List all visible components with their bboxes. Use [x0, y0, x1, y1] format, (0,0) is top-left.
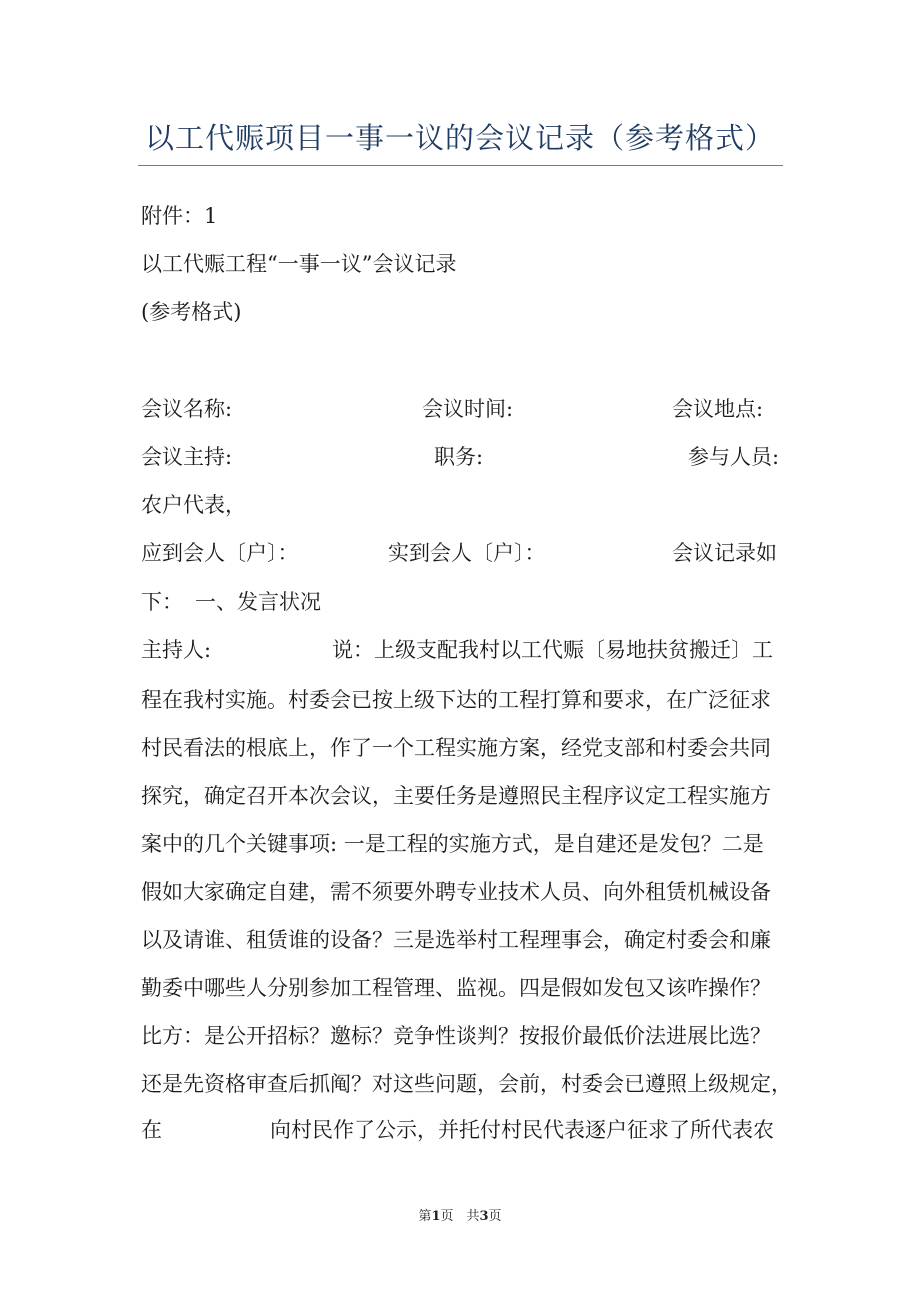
- attachment-label: 附件：1: [141, 204, 218, 228]
- page-current-number: 1: [431, 1209, 441, 1224]
- body-line-7: 以及请谁、租赁谁的设备？三是选举村工程理事会，确定村委会和廉: [141, 928, 771, 952]
- body-line-6: 假如大家确定自建，需不须要外聘专业技术人员、向外租赁机械设备: [141, 880, 771, 904]
- page-total-number: 3: [479, 1209, 489, 1224]
- expected-attendance-label: 应到会人〔户〕：: [141, 541, 299, 565]
- meeting-name-label: 会议名称:: [141, 397, 233, 421]
- position-label: 职务:: [434, 445, 484, 469]
- body-line-8: 勤委中哪些人分别参加工程管理、监视。四是假如发包又该咋操作？: [141, 976, 771, 1000]
- host-speaker-label: 主持人:: [141, 638, 212, 662]
- body-line-10: 还是先资格审查后抓阄？对这些问题，会前，村委会已遵照上级规定，: [141, 1072, 792, 1096]
- section-one-heading: 一、发言状况: [195, 590, 321, 614]
- body-line-2: 程在我村实施。村委会已按上级下达的工程打算和要求，在广泛征求: [141, 688, 771, 712]
- participants-label: 参与人员:: [688, 445, 780, 469]
- meeting-place-label: 会议地点:: [672, 397, 764, 421]
- body-line-4: 探究，确定召开本次会议，主要任务是遵照民主程序议定工程实施方: [141, 784, 771, 808]
- page-footer: [0, 1205, 920, 1224]
- format-note: (参考格式): [141, 300, 242, 324]
- record-intro-continuation: 下：: [141, 590, 183, 614]
- body-line-11: 向村民作了公示，并托付村民代表逐户征求了所代表农: [270, 1118, 774, 1142]
- page-suffix: 页: [488, 1209, 502, 1224]
- body-line-11-start: 在: [141, 1118, 162, 1142]
- meeting-host-label: 会议主持:: [141, 445, 233, 469]
- body-line-5: 案中的几个关键事项: 一是工程的实施方式，是自建还是发包？二是: [141, 832, 764, 856]
- page-mid: 页 共: [440, 1209, 480, 1224]
- body-line-9: 比方：是公开招标？邀标？竞争性谈判？按报价最低价法进展比选？: [141, 1024, 771, 1048]
- document-subtitle: 以工代赈工程“一事一议”会议记录: [141, 252, 457, 276]
- actual-attendance-label: 实到会人〔户〕：: [388, 541, 546, 565]
- farmer-representative-label: 农户代表，: [141, 493, 246, 517]
- record-intro-label: 会议记录如: [672, 541, 777, 565]
- body-line-3: 村民看法的根底上，作了一个工程实施方案，经党支部和村委会共同: [141, 736, 771, 760]
- title-underline: [138, 165, 783, 166]
- meeting-time-label: 会议时间:: [422, 397, 514, 421]
- document-title: 以工代赈项目一事一议的会议记录（参考格式）: [144, 121, 775, 155]
- page-prefix: 第: [418, 1209, 432, 1224]
- body-line-1: 说：上级支配我村以工代赈〔易地扶贫搬迁〕工: [332, 638, 773, 662]
